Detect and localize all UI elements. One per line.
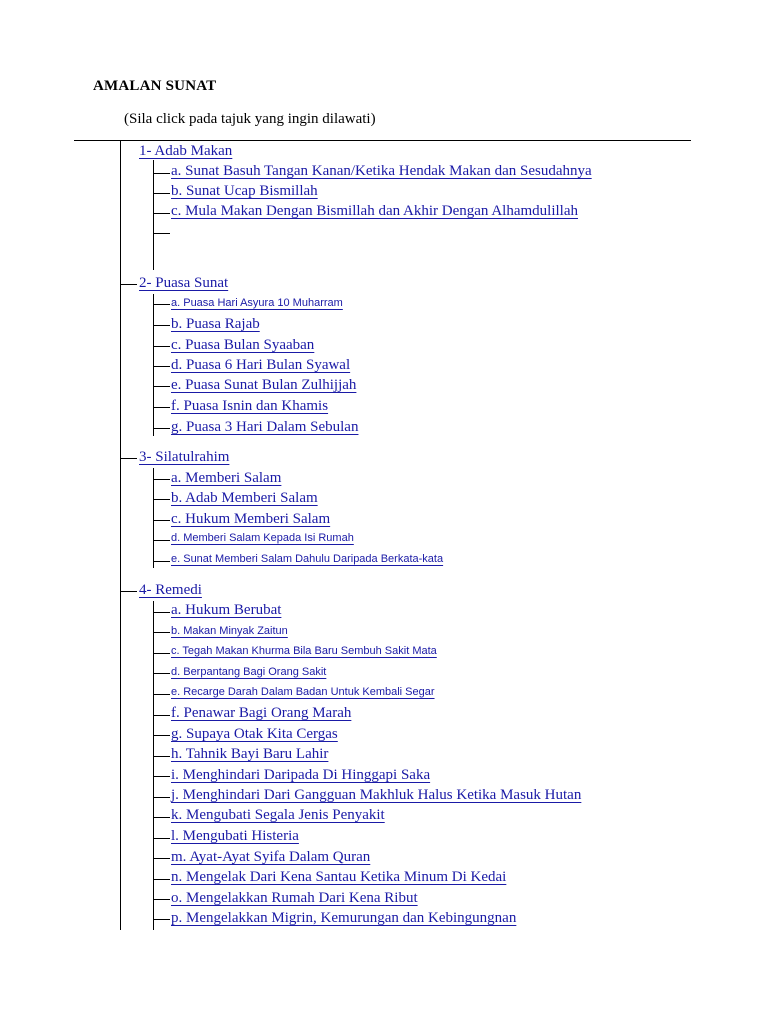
item-link[interactable]: b. Makan Minyak Zaitun	[171, 625, 288, 637]
branch-line-puasa-sunat	[153, 294, 154, 436]
connector	[153, 479, 170, 480]
connector	[153, 715, 170, 716]
item-link[interactable]: e. Sunat Memberi Salam Dahulu Daripada Berkata-kata	[171, 553, 444, 565]
item-link[interactable]: e. Recarge Darah Dalam Badan Untuk Kembali Segar	[171, 686, 435, 698]
connector	[153, 694, 170, 695]
item-link[interactable]: b. Sunat Ucap Bismillah	[171, 183, 318, 199]
tree-trunk	[120, 141, 121, 930]
item-link[interactable]: g. Supaya Otak Kita Cergas	[171, 726, 338, 742]
connector	[153, 428, 170, 429]
item-link[interactable]: a. Sunat Basuh Tangan Kanan/Ketika Hendak Makan dan Sesudahnya	[171, 163, 592, 179]
connector	[153, 735, 170, 736]
item-link[interactable]: o. Mengelakkan Rumah Dari Kena Ribut	[171, 890, 418, 906]
connector	[153, 561, 170, 562]
item-link[interactable]: c. Tegah Makan Khurma Bila Baru Sembuh Sakit Mata	[171, 645, 437, 657]
branch-line-silatulrahim	[153, 468, 154, 568]
connector	[153, 653, 170, 654]
item-link[interactable]: d. Berpantang Bagi Orang Sakit	[171, 666, 327, 678]
item-link[interactable]: c. Puasa Bulan Syaaban	[171, 337, 315, 353]
item-link[interactable]: d. Puasa 6 Hari Bulan Syawal	[171, 357, 351, 373]
branch-line-adab-makan	[153, 160, 154, 270]
connector	[153, 407, 170, 408]
item-link[interactable]: c. Hukum Memberi Salam	[171, 511, 331, 527]
connector	[153, 673, 170, 674]
branch-line-remedi	[153, 601, 154, 930]
item-link[interactable]: n. Mengelak Dari Kena Santau Ketika Minum Di Kedai	[171, 869, 507, 885]
connector	[153, 756, 170, 757]
connector	[153, 346, 170, 347]
category-silatulrahim-link[interactable]: 3- Silatulrahim	[139, 449, 230, 465]
connector-empty	[153, 233, 170, 234]
connector	[153, 499, 170, 500]
item-link[interactable]: f. Puasa Isnin dan Khamis	[171, 398, 329, 414]
category-puasa-sunat-link[interactable]: 2- Puasa Sunat	[139, 275, 229, 291]
connector	[153, 325, 170, 326]
item-link[interactable]: j. Menghindari Dari Gangguan Makhluk Halus Ketika Masuk Hutan	[171, 787, 582, 803]
connector	[153, 520, 170, 521]
item-link[interactable]: b. Puasa Rajab	[171, 316, 260, 332]
item-link[interactable]: a. Memberi Salam	[171, 470, 282, 486]
item-link[interactable]: c. Mula Makan Dengan Bismillah dan Akhir Dengan Alhamdulillah	[171, 203, 579, 219]
connector	[153, 797, 170, 798]
connector	[153, 899, 170, 900]
connector	[153, 879, 170, 880]
connector	[153, 817, 170, 818]
connector-silatulrahim	[120, 458, 137, 459]
connector	[153, 173, 170, 174]
item-link[interactable]: f. Penawar Bagi Orang Marah	[171, 705, 352, 721]
connector	[153, 858, 170, 859]
top-divider	[74, 140, 691, 141]
connector	[153, 612, 170, 613]
item-link[interactable]: a. Hukum Berubat	[171, 602, 282, 618]
item-link[interactable]: b. Adab Memberi Salam	[171, 490, 318, 506]
connector-puasa-sunat	[120, 284, 137, 285]
connector	[153, 632, 170, 633]
connector-remedi	[120, 591, 137, 592]
connector	[153, 838, 170, 839]
document-title: AMALAN SUNAT	[93, 78, 217, 94]
connector	[153, 213, 170, 214]
category-remedi-link[interactable]: 4- Remedi	[139, 582, 202, 598]
item-link[interactable]: a. Puasa Hari Asyura 10 Muharram	[171, 297, 343, 309]
connector	[153, 386, 170, 387]
connector	[153, 919, 170, 920]
item-link[interactable]: g. Puasa 3 Hari Dalam Sebulan	[171, 419, 359, 435]
item-link[interactable]: d. Memberi Salam Kepada Isi Rumah	[171, 532, 354, 544]
connector	[153, 366, 170, 367]
item-link[interactable]: p. Mengelakkan Migrin, Kemurungan dan Kebingungnan	[171, 910, 517, 926]
connector	[153, 776, 170, 777]
item-link[interactable]: l. Mengubati Histeria	[171, 828, 299, 844]
item-link[interactable]: k. Mengubati Segala Jenis Penyakit	[171, 807, 385, 823]
document-subtitle: (Sila click pada tajuk yang ingin dilawati)	[124, 111, 376, 127]
connector	[153, 304, 170, 305]
category-adab-makan-link[interactable]: 1- Adab Makan	[139, 143, 233, 159]
connector	[153, 193, 170, 194]
item-link[interactable]: h. Tahnik Bayi Baru Lahir	[171, 746, 329, 762]
connector	[153, 540, 170, 541]
item-link[interactable]: i. Menghindari Daripada Di Hinggapi Saka	[171, 767, 431, 783]
item-link[interactable]: m. Ayat-Ayat Syifa Dalam Quran	[171, 849, 371, 865]
item-link[interactable]: e. Puasa Sunat Bulan Zulhijjah	[171, 377, 357, 393]
